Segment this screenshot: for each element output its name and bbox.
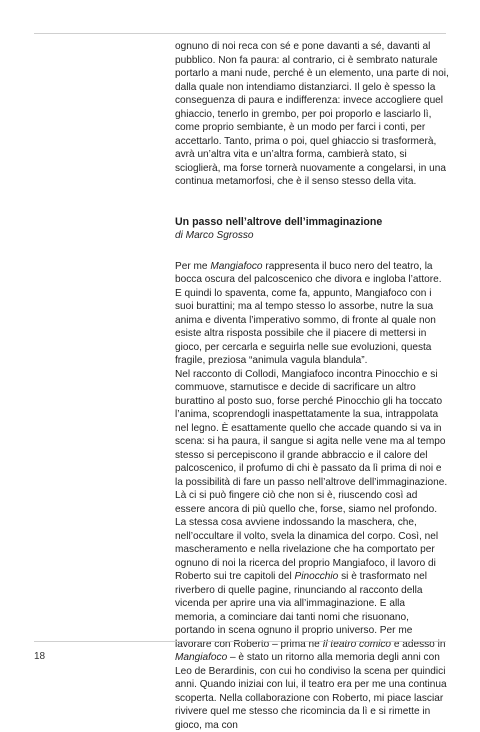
text-column (175, 40, 449, 732)
body-paragraph-1: Per me Mangiafoco rappresenta il buco nero del teatro, la bocca oscura del palcoscenico che divora e ingloba l’attore. E quindi lo spaventa, come fa, appunto, Mangiafoco con i suoi burattini; ma al tempo stesso lo assorbe, nutre la sua anima e diventa l’imperativo sommo, di fronte al quale non esiste altra risposta possibile che il piacere di mettersi in gioco, per cercarla e seguirla nelle sue evoluzioni, questa fragile, preziosa “animula vagula blandula”. (175, 260, 449, 368)
top-rule (34, 33, 446, 34)
intro-paragraph: ognuno di noi reca con sé e pone davanti a sé, davanti al pubblico. Non fa paura: al contrario, ci è sembrato naturale portarlo a mani nude, perché è un elemento, una parte di noi, dalla quale non intendiamo distanziarci. Il gelo è spesso la conseguenza di paura e indifferenza: invece accogliere quel ghiaccio, tenerlo in grembo, per poi proporlo e lasciarlo lì, come proprio sembiante, è un modo per farci i conti, per accettarlo. Tanto, prima o poi, quel ghiaccio si trasformerà, avrà un’altra vita e un’altra forma, cambierà stato, si scioglierà, ma forse tornerà nuovamente a congelarsi, in una continua metamorfosi, che è il senso stesso della vita. (175, 40, 449, 189)
bottom-rule (34, 641, 446, 642)
page-number: 18 (34, 651, 45, 662)
section-heading: Un passo nell’altrove dell’immaginazione (175, 216, 449, 230)
body-paragraph-2: Nel racconto di Collodi, Mangiafoco incontra Pinocchio e si commuove, starnutisce e decide di sacrificare un altro burattino al posto suo, forse perché Pinocchio gli ha toccato l’anima, scoprendogli inaspettatamente la sua, intrappolata nel legno. È esattamente quello che accade quando si va in scena: si ha paura, il sangue si agita nelle vene ma al tempo stesso si percepiscono il grande abbraccio e il calore del palcoscenico, il profumo di chi è passato da lì prima di noi e la possibilità di fare un passo nell’altrove dell’immaginazione. Là ci si può fingere ciò che non si è, riuscendo così ad essere ancora di più quello che, forse, siamo nel profondo. La stessa cosa avviene indossando la maschera, che, nell’occultare il volto, svela la dinamica del corpo. Così, nel mascheramento e nella rivelazione che ha comportato per ognuno di noi la ricerca del proprio Mangiafoco, il lavoro di Roberto sui tre capitoli del Pinocchio si è trasformato nel riverbero di quelle pagine, rinunciando al racconto della vicenda per aprire una via all’immaginazione. E alla memoria, a cominciare dai tanti nomi che risuonano, portando in scena ognuno il proprio universo. Per me lavorare con Roberto – prima ne Il teatro comico e adesso in Mangiafoco – è stato un ritorno alla memoria degli anni con Leo de Berardinis, con cui ho condiviso la scena per quindici anni. Quando iniziai con lui, il teatro era per me una continua scoperta. Nella collaborazione con Roberto, mi piace lasciar rivivere quel me stesso che ricomincia da lì e si rimette in gioco, ma con (175, 368, 449, 732)
section-author: di Marco Sgrosso (175, 229, 449, 243)
